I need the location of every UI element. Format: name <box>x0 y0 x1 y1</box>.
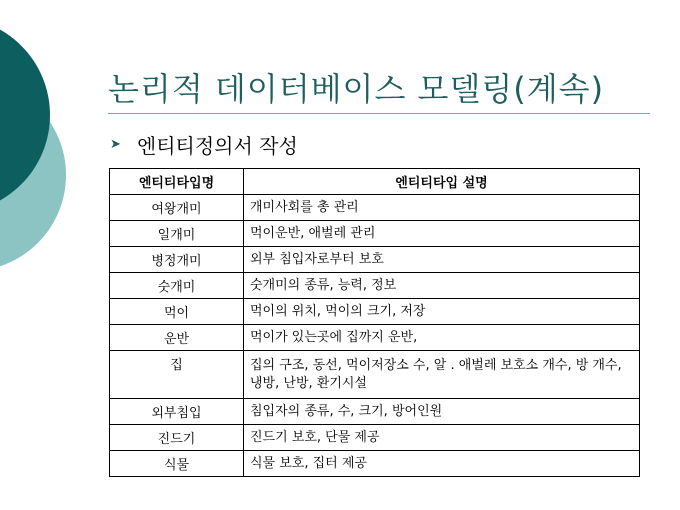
table-row <box>110 399 640 425</box>
entity-name-cell: 숫개미 <box>110 273 244 299</box>
table-row <box>110 325 640 351</box>
slide-title: 논리적 데이터베이스 모델링(계속) <box>108 70 605 108</box>
table-header-row <box>110 169 640 195</box>
entity-description-cell: 먹이운반, 애벌레 관리 <box>244 221 640 247</box>
bullet-item <box>110 130 298 159</box>
bullet-text: 엔티티정의서 작성 <box>136 134 298 158</box>
entity-description-cell: 먹이의 위치, 먹이의 크기, 저장 <box>244 299 640 325</box>
entity-description-cell: 식물 보호, 집터 제공 <box>244 451 640 477</box>
table-row <box>110 221 640 247</box>
entity-description-cell: 먹이가 있는곳에 집까지 운반, <box>244 325 640 351</box>
entity-description-cell: 진드기 보호, 단물 제공 <box>244 425 640 451</box>
entity-description-cell: 숫개미의 종류, 능력, 정보 <box>244 273 640 299</box>
arrow-bullet-icon: ➤ <box>110 137 121 152</box>
table-row <box>110 425 640 451</box>
entity-name-cell: 외부침입 <box>110 399 244 425</box>
decorative-circles <box>0 0 80 280</box>
entity-description-cell: 외부 침입자로부터 보호 <box>244 247 640 273</box>
entity-name-cell: 여왕개미 <box>110 195 244 221</box>
entity-name-cell: 먹이 <box>110 299 244 325</box>
table-row <box>110 195 640 221</box>
table-row <box>110 247 640 273</box>
table-row <box>110 451 640 477</box>
entity-name-cell: 운반 <box>110 325 244 351</box>
entity-name-cell: 집 <box>110 351 244 399</box>
column-header-name: 엔티티타입명 <box>110 169 244 195</box>
entity-description-cell: 침입자의 종류, 수, 크기, 방어인원 <box>244 399 640 425</box>
entity-name-cell: 병정개미 <box>110 247 244 273</box>
title-divider <box>108 113 650 114</box>
entity-name-cell: 일개미 <box>110 221 244 247</box>
entity-name-cell: 식물 <box>110 451 244 477</box>
column-header-description: 엔티티타입 설명 <box>244 169 640 195</box>
entity-definition-table <box>109 168 640 477</box>
table-row <box>110 351 640 399</box>
table-row <box>110 299 640 325</box>
entity-description-cell: 집의 구조, 동선, 먹이저장소 수, 알 . 애벌레 보호소 개수, 방 개수, 냉방, 난방, 환기시설 <box>244 351 640 399</box>
table-row <box>110 273 640 299</box>
entity-name-cell: 진드기 <box>110 425 244 451</box>
entity-description-cell: 개미사회를 총 관리 <box>244 195 640 221</box>
